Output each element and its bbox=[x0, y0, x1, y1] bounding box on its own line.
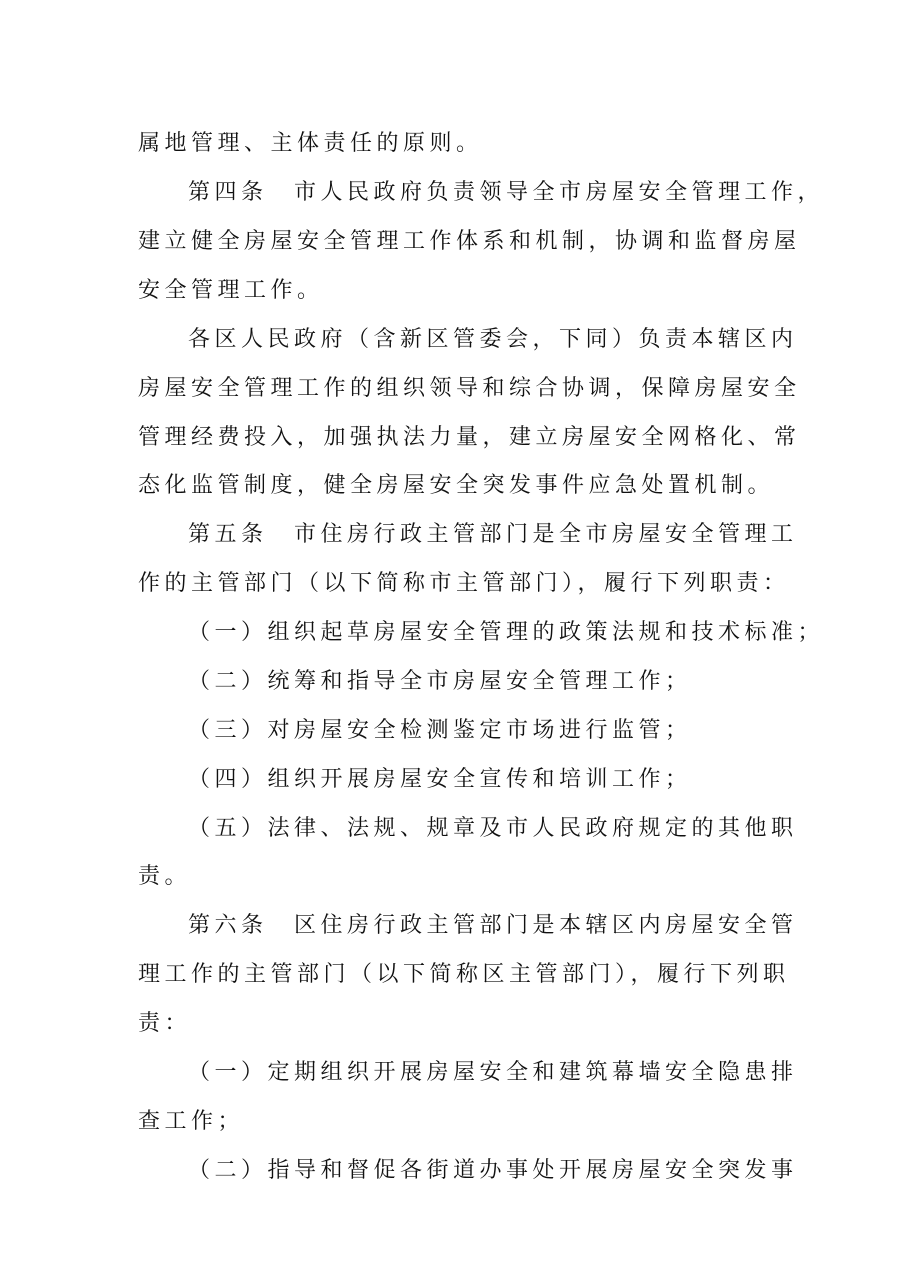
list-item-line: （四）组织开展房屋安全宣传和培训工作； bbox=[188, 767, 692, 792]
text-line: 属地管理、主体责任的原则。 bbox=[138, 131, 483, 156]
text-line: 责。 bbox=[138, 864, 192, 889]
list-item-line: （二）指导和督促各街道办事处开展房屋安全突发事 bbox=[188, 1158, 798, 1183]
list-item-line: （五）法律、法规、规章及市人民政府规定的其他职 bbox=[188, 816, 798, 841]
text-line: 态化监管制度，健全房屋安全突发事件应急处置机制。 bbox=[138, 473, 775, 498]
text-line: 安全管理工作。 bbox=[138, 278, 324, 303]
paragraph-start-line: 各区人民政府（含新区管委会，下同）负责本辖区内 bbox=[188, 327, 798, 352]
list-item-line: （三）对房屋安全检测鉴定市场进行监管； bbox=[188, 718, 692, 743]
text-line: 房屋安全管理工作的组织领导和综合协调，保障房屋安全 bbox=[138, 376, 801, 401]
text-line: 责： bbox=[138, 1011, 192, 1036]
list-item-line: （二）统筹和指导全市房屋安全管理工作； bbox=[188, 669, 692, 694]
list-item-line: （一）定期组织开展房屋安全和建筑幕墙安全隐患排 bbox=[188, 1060, 798, 1085]
list-item-line: （一）组织起草房屋安全管理的政策法规和技术标准； bbox=[188, 620, 825, 645]
article-5-heading-line: 第五条 市住房行政主管部门是全市房屋安全管理工 bbox=[188, 522, 798, 547]
text-line: 作的主管部门（以下简称市主管部门），履行下列职责： bbox=[138, 571, 790, 596]
text-line: 查工作； bbox=[138, 1109, 245, 1134]
article-6-heading-line: 第六条 区住房行政主管部门是本辖区内房屋安全管 bbox=[188, 913, 798, 938]
article-4-heading-line: 第四条 市人民政府负责领导全市房屋安全管理工作， bbox=[188, 180, 825, 205]
text-line: 管理经费投入，加强执法力量，建立房屋安全网格化、常 bbox=[138, 425, 801, 450]
text-line: 建立健全房屋安全管理工作体系和机制，协调和监督房屋 bbox=[138, 229, 801, 254]
text-line: 理工作的主管部门（以下简称区主管部门），履行下列职 bbox=[138, 962, 790, 987]
